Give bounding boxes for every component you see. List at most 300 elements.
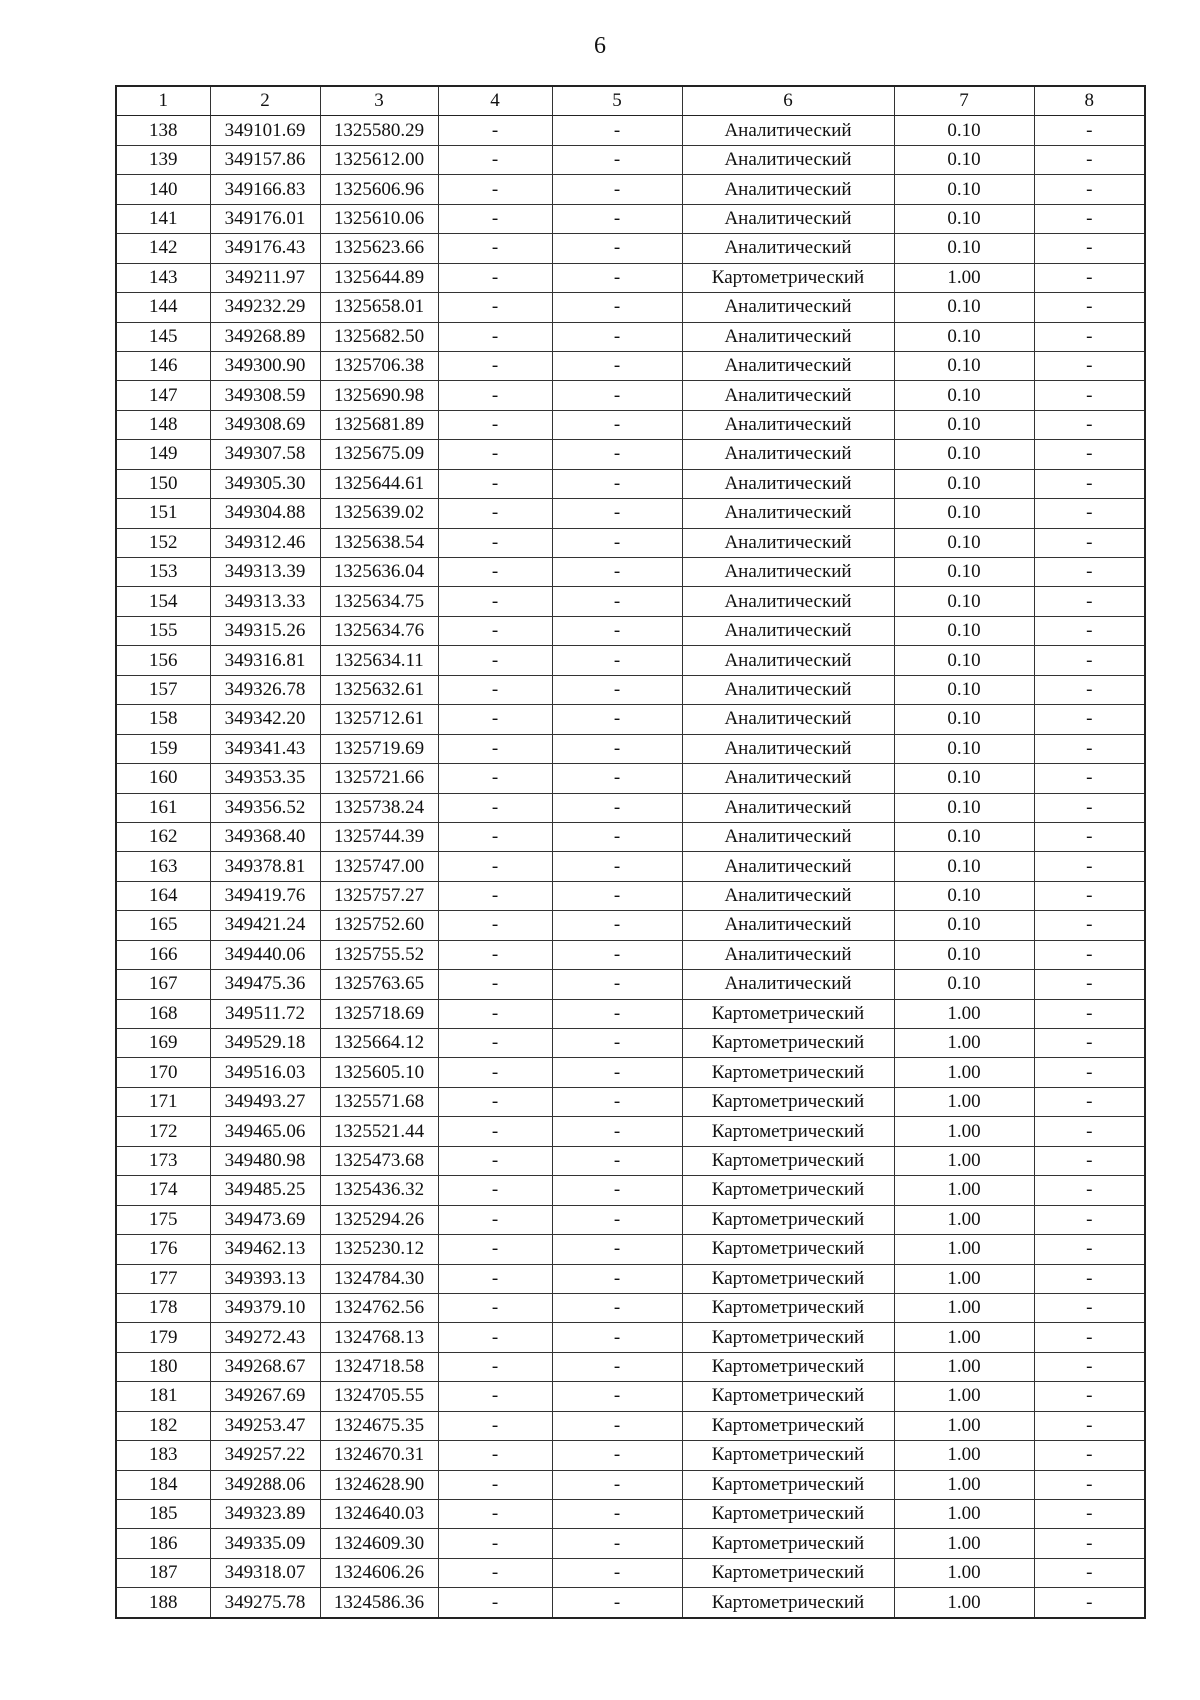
point-number-cell: 174 [116, 1176, 210, 1205]
x-coordinate-cell: 349304.88 [210, 499, 320, 528]
x-coordinate-cell: 349342.20 [210, 705, 320, 734]
table-row [116, 1293, 1145, 1322]
table-row [116, 1411, 1145, 1440]
y-coordinate-cell: 1324586.36 [320, 1588, 438, 1618]
y-coordinate-cell: 1325606.96 [320, 175, 438, 204]
column-4-cell: - [438, 1264, 552, 1293]
y-coordinate-cell: 1324784.30 [320, 1264, 438, 1293]
column-8-cell: - [1034, 204, 1145, 233]
point-number-cell: 153 [116, 558, 210, 587]
y-coordinate-cell: 1325721.66 [320, 764, 438, 793]
y-coordinate-cell: 1325639.02 [320, 499, 438, 528]
column-5-cell: - [552, 705, 682, 734]
x-coordinate-cell: 349307.58 [210, 440, 320, 469]
column-4-cell: - [438, 440, 552, 469]
point-number-cell: 173 [116, 1146, 210, 1175]
method-cell: Аналитический [682, 911, 894, 940]
point-number-cell: 154 [116, 587, 210, 616]
accuracy-cell: 0.10 [894, 734, 1034, 763]
column-8-cell: - [1034, 1470, 1145, 1499]
column-4-cell: - [438, 1176, 552, 1205]
y-coordinate-cell: 1325605.10 [320, 1058, 438, 1087]
column-5-cell: - [552, 1264, 682, 1293]
x-coordinate-cell: 349300.90 [210, 351, 320, 380]
table-row [116, 999, 1145, 1028]
y-coordinate-cell: 1324768.13 [320, 1323, 438, 1352]
column-4-cell: - [438, 911, 552, 940]
point-number-cell: 175 [116, 1205, 210, 1234]
accuracy-cell: 0.10 [894, 705, 1034, 734]
point-number-cell: 140 [116, 175, 210, 204]
column-4-cell: - [438, 528, 552, 557]
column-4-cell: - [438, 1146, 552, 1175]
column-5-cell: - [552, 1529, 682, 1558]
point-number-cell: 183 [116, 1441, 210, 1470]
column-header: 8 [1034, 86, 1145, 116]
column-8-cell: - [1034, 675, 1145, 704]
table-row [116, 234, 1145, 263]
column-5-cell: - [552, 440, 682, 469]
y-coordinate-cell: 1324675.35 [320, 1411, 438, 1440]
column-5-cell: - [552, 1058, 682, 1087]
point-number-cell: 167 [116, 970, 210, 999]
table-row [116, 469, 1145, 498]
point-number-cell: 177 [116, 1264, 210, 1293]
column-5-cell: - [552, 528, 682, 557]
point-number-cell: 180 [116, 1352, 210, 1381]
method-cell: Аналитический [682, 204, 894, 233]
point-number-cell: 161 [116, 793, 210, 822]
point-number-cell: 179 [116, 1323, 210, 1352]
accuracy-cell: 1.00 [894, 1588, 1034, 1618]
table-row [116, 1382, 1145, 1411]
method-cell: Аналитический [682, 410, 894, 439]
x-coordinate-cell: 349421.24 [210, 911, 320, 940]
method-cell: Картометрический [682, 1529, 894, 1558]
column-4-cell: - [438, 263, 552, 292]
point-number-cell: 148 [116, 410, 210, 439]
column-8-cell: - [1034, 528, 1145, 557]
y-coordinate-cell: 1324606.26 [320, 1558, 438, 1587]
table-row [116, 675, 1145, 704]
point-number-cell: 169 [116, 1029, 210, 1058]
column-4-cell: - [438, 1205, 552, 1234]
column-5-cell: - [552, 587, 682, 616]
x-coordinate-cell: 349257.22 [210, 1441, 320, 1470]
point-number-cell: 181 [116, 1382, 210, 1411]
column-5-cell: - [552, 175, 682, 204]
accuracy-cell: 1.00 [894, 1500, 1034, 1529]
column-8-cell: - [1034, 793, 1145, 822]
column-8-cell: - [1034, 999, 1145, 1028]
column-5-cell: - [552, 1205, 682, 1234]
table-row [116, 616, 1145, 645]
method-cell: Аналитический [682, 616, 894, 645]
point-number-cell: 168 [116, 999, 210, 1028]
accuracy-cell: 1.00 [894, 1087, 1034, 1116]
table-row [116, 734, 1145, 763]
method-cell: Аналитический [682, 234, 894, 263]
x-coordinate-cell: 349267.69 [210, 1382, 320, 1411]
x-coordinate-cell: 349308.59 [210, 381, 320, 410]
method-cell: Картометрический [682, 1029, 894, 1058]
y-coordinate-cell: 1324762.56 [320, 1293, 438, 1322]
column-4-cell: - [438, 822, 552, 851]
column-8-cell: - [1034, 1558, 1145, 1587]
method-cell: Картометрический [682, 1588, 894, 1618]
column-8-cell: - [1034, 1529, 1145, 1558]
accuracy-cell: 0.10 [894, 116, 1034, 145]
y-coordinate-cell: 1325610.06 [320, 204, 438, 233]
column-5-cell: - [552, 1117, 682, 1146]
column-5-cell: - [552, 1352, 682, 1381]
column-8-cell: - [1034, 322, 1145, 351]
method-cell: Аналитический [682, 381, 894, 410]
y-coordinate-cell: 1325706.38 [320, 351, 438, 380]
accuracy-cell: 0.10 [894, 175, 1034, 204]
method-cell: Аналитический [682, 175, 894, 204]
y-coordinate-cell: 1324705.55 [320, 1382, 438, 1411]
x-coordinate-cell: 349316.81 [210, 646, 320, 675]
column-8-cell: - [1034, 970, 1145, 999]
column-header: 1 [116, 86, 210, 116]
accuracy-cell: 1.00 [894, 1205, 1034, 1234]
column-8-cell: - [1034, 1382, 1145, 1411]
accuracy-cell: 0.10 [894, 410, 1034, 439]
method-cell: Картометрический [682, 1235, 894, 1264]
y-coordinate-cell: 1325623.66 [320, 234, 438, 263]
y-coordinate-cell: 1325636.04 [320, 558, 438, 587]
table-row [116, 351, 1145, 380]
x-coordinate-cell: 349529.18 [210, 1029, 320, 1058]
table-row [116, 381, 1145, 410]
table-row [116, 204, 1145, 233]
column-4-cell: - [438, 469, 552, 498]
accuracy-cell: 1.00 [894, 1146, 1034, 1175]
table-row [116, 646, 1145, 675]
x-coordinate-cell: 349288.06 [210, 1470, 320, 1499]
y-coordinate-cell: 1325644.61 [320, 469, 438, 498]
column-5-cell: - [552, 1323, 682, 1352]
y-coordinate-cell: 1325738.24 [320, 793, 438, 822]
accuracy-cell: 0.10 [894, 204, 1034, 233]
table-row [116, 1264, 1145, 1293]
x-coordinate-cell: 349480.98 [210, 1146, 320, 1175]
method-cell: Аналитический [682, 587, 894, 616]
point-number-cell: 155 [116, 616, 210, 645]
column-8-cell: - [1034, 1205, 1145, 1234]
column-5-cell: - [552, 1146, 682, 1175]
table-row [116, 1058, 1145, 1087]
table-row [116, 940, 1145, 969]
accuracy-cell: 0.10 [894, 822, 1034, 851]
column-4-cell: - [438, 204, 552, 233]
table-row [116, 1529, 1145, 1558]
table-row [116, 1146, 1145, 1175]
accuracy-cell: 0.10 [894, 440, 1034, 469]
x-coordinate-cell: 349393.13 [210, 1264, 320, 1293]
accuracy-cell: 0.10 [894, 940, 1034, 969]
x-coordinate-cell: 349253.47 [210, 1411, 320, 1440]
column-5-cell: - [552, 322, 682, 351]
y-coordinate-cell: 1325644.89 [320, 263, 438, 292]
x-coordinate-cell: 349493.27 [210, 1087, 320, 1116]
point-number-cell: 139 [116, 145, 210, 174]
y-coordinate-cell: 1325664.12 [320, 1029, 438, 1058]
y-coordinate-cell: 1325681.89 [320, 410, 438, 439]
table-body [116, 116, 1145, 1618]
x-coordinate-cell: 349268.89 [210, 322, 320, 351]
x-coordinate-cell: 349335.09 [210, 1529, 320, 1558]
point-number-cell: 166 [116, 940, 210, 969]
x-coordinate-cell: 349368.40 [210, 822, 320, 851]
method-cell: Картометрический [682, 1352, 894, 1381]
column-8-cell: - [1034, 440, 1145, 469]
x-coordinate-cell: 349440.06 [210, 940, 320, 969]
method-cell: Картометрический [682, 1264, 894, 1293]
column-5-cell: - [552, 1029, 682, 1058]
table-row [116, 175, 1145, 204]
column-header: 4 [438, 86, 552, 116]
point-number-cell: 178 [116, 1293, 210, 1322]
method-cell: Аналитический [682, 646, 894, 675]
column-5-cell: - [552, 469, 682, 498]
column-4-cell: - [438, 1500, 552, 1529]
column-8-cell: - [1034, 1087, 1145, 1116]
column-4-cell: - [438, 1588, 552, 1618]
column-4-cell: - [438, 1529, 552, 1558]
column-5-cell: - [552, 1176, 682, 1205]
column-8-cell: - [1034, 558, 1145, 587]
column-4-cell: - [438, 1352, 552, 1381]
table-row [116, 1352, 1145, 1381]
column-4-cell: - [438, 940, 552, 969]
column-header: 3 [320, 86, 438, 116]
accuracy-cell: 1.00 [894, 1058, 1034, 1087]
accuracy-cell: 1.00 [894, 1382, 1034, 1411]
column-8-cell: - [1034, 293, 1145, 322]
column-4-cell: - [438, 381, 552, 410]
column-5-cell: - [552, 646, 682, 675]
method-cell: Аналитический [682, 116, 894, 145]
y-coordinate-cell: 1324609.30 [320, 1529, 438, 1558]
column-4-cell: - [438, 116, 552, 145]
point-number-cell: 141 [116, 204, 210, 233]
x-coordinate-cell: 349176.43 [210, 234, 320, 263]
column-8-cell: - [1034, 116, 1145, 145]
coordinates-table [115, 85, 1146, 1619]
method-cell: Аналитический [682, 764, 894, 793]
table-row [116, 1588, 1145, 1618]
table-row [116, 263, 1145, 292]
column-4-cell: - [438, 1411, 552, 1440]
y-coordinate-cell: 1325612.00 [320, 145, 438, 174]
column-4-cell: - [438, 970, 552, 999]
x-coordinate-cell: 349272.43 [210, 1323, 320, 1352]
column-5-cell: - [552, 234, 682, 263]
column-5-cell: - [552, 1235, 682, 1264]
column-5-cell: - [552, 145, 682, 174]
column-8-cell: - [1034, 1235, 1145, 1264]
table-row [116, 558, 1145, 587]
x-coordinate-cell: 349465.06 [210, 1117, 320, 1146]
column-4-cell: - [438, 1323, 552, 1352]
accuracy-cell: 0.10 [894, 528, 1034, 557]
accuracy-cell: 0.10 [894, 793, 1034, 822]
accuracy-cell: 1.00 [894, 1529, 1034, 1558]
point-number-cell: 145 [116, 322, 210, 351]
y-coordinate-cell: 1325752.60 [320, 911, 438, 940]
column-4-cell: - [438, 1441, 552, 1470]
table-row [116, 1117, 1145, 1146]
table-row [116, 322, 1145, 351]
accuracy-cell: 0.10 [894, 322, 1034, 351]
y-coordinate-cell: 1325690.98 [320, 381, 438, 410]
column-header: 7 [894, 86, 1034, 116]
y-coordinate-cell: 1325718.69 [320, 999, 438, 1028]
point-number-cell: 146 [116, 351, 210, 380]
x-coordinate-cell: 349318.07 [210, 1558, 320, 1587]
method-cell: Аналитический [682, 675, 894, 704]
accuracy-cell: 0.10 [894, 911, 1034, 940]
accuracy-cell: 0.10 [894, 587, 1034, 616]
method-cell: Аналитический [682, 558, 894, 587]
method-cell: Аналитический [682, 528, 894, 557]
point-number-cell: 152 [116, 528, 210, 557]
point-number-cell: 188 [116, 1588, 210, 1618]
accuracy-cell: 0.10 [894, 469, 1034, 498]
method-cell: Аналитический [682, 852, 894, 881]
accuracy-cell: 0.10 [894, 852, 1034, 881]
accuracy-cell: 0.10 [894, 616, 1034, 645]
y-coordinate-cell: 1325757.27 [320, 881, 438, 910]
point-number-cell: 142 [116, 234, 210, 263]
x-coordinate-cell: 349473.69 [210, 1205, 320, 1234]
y-coordinate-cell: 1325658.01 [320, 293, 438, 322]
column-5-cell: - [552, 558, 682, 587]
method-cell: Картометрический [682, 1087, 894, 1116]
table-row [116, 587, 1145, 616]
column-8-cell: - [1034, 381, 1145, 410]
column-5-cell: - [552, 616, 682, 645]
column-4-cell: - [438, 616, 552, 645]
column-5-cell: - [552, 764, 682, 793]
accuracy-cell: 0.10 [894, 351, 1034, 380]
y-coordinate-cell: 1325712.61 [320, 705, 438, 734]
method-cell: Аналитический [682, 970, 894, 999]
accuracy-cell: 0.10 [894, 764, 1034, 793]
column-5-cell: - [552, 410, 682, 439]
column-5-cell: - [552, 116, 682, 145]
x-coordinate-cell: 349326.78 [210, 675, 320, 704]
y-coordinate-cell: 1324628.90 [320, 1470, 438, 1499]
method-cell: Аналитический [682, 322, 894, 351]
x-coordinate-cell: 349211.97 [210, 263, 320, 292]
column-5-cell: - [552, 881, 682, 910]
column-4-cell: - [438, 705, 552, 734]
table-row [116, 499, 1145, 528]
x-coordinate-cell: 349305.30 [210, 469, 320, 498]
table-header-row [116, 86, 1145, 116]
column-4-cell: - [438, 1235, 552, 1264]
column-5-cell: - [552, 852, 682, 881]
column-5-cell: - [552, 675, 682, 704]
accuracy-cell: 1.00 [894, 1176, 1034, 1205]
point-number-cell: 184 [116, 1470, 210, 1499]
x-coordinate-cell: 349353.35 [210, 764, 320, 793]
x-coordinate-cell: 349157.86 [210, 145, 320, 174]
x-coordinate-cell: 349462.13 [210, 1235, 320, 1264]
column-8-cell: - [1034, 1058, 1145, 1087]
accuracy-cell: 1.00 [894, 1029, 1034, 1058]
table-row [116, 1087, 1145, 1116]
accuracy-cell: 0.10 [894, 970, 1034, 999]
method-cell: Аналитический [682, 351, 894, 380]
x-coordinate-cell: 349378.81 [210, 852, 320, 881]
x-coordinate-cell: 349485.25 [210, 1176, 320, 1205]
column-8-cell: - [1034, 587, 1145, 616]
table-row [116, 1558, 1145, 1587]
method-cell: Аналитический [682, 440, 894, 469]
x-coordinate-cell: 349475.36 [210, 970, 320, 999]
method-cell: Картометрический [682, 1470, 894, 1499]
y-coordinate-cell: 1325634.76 [320, 616, 438, 645]
point-number-cell: 176 [116, 1235, 210, 1264]
x-coordinate-cell: 349511.72 [210, 999, 320, 1028]
point-number-cell: 138 [116, 116, 210, 145]
table-row [116, 1205, 1145, 1234]
x-coordinate-cell: 349176.01 [210, 204, 320, 233]
column-8-cell: - [1034, 145, 1145, 174]
y-coordinate-cell: 1325473.68 [320, 1146, 438, 1175]
column-5-cell: - [552, 1293, 682, 1322]
y-coordinate-cell: 1325230.12 [320, 1235, 438, 1264]
column-5-cell: - [552, 970, 682, 999]
column-8-cell: - [1034, 1441, 1145, 1470]
point-number-cell: 151 [116, 499, 210, 528]
column-4-cell: - [438, 145, 552, 174]
column-5-cell: - [552, 1411, 682, 1440]
point-number-cell: 171 [116, 1087, 210, 1116]
table-row [116, 881, 1145, 910]
column-4-cell: - [438, 1087, 552, 1116]
point-number-cell: 147 [116, 381, 210, 410]
column-5-cell: - [552, 999, 682, 1028]
point-number-cell: 158 [116, 705, 210, 734]
method-cell: Аналитический [682, 499, 894, 528]
accuracy-cell: 0.10 [894, 381, 1034, 410]
method-cell: Аналитический [682, 293, 894, 322]
x-coordinate-cell: 349313.39 [210, 558, 320, 587]
accuracy-cell: 1.00 [894, 1235, 1034, 1264]
column-4-cell: - [438, 1117, 552, 1146]
column-5-cell: - [552, 1470, 682, 1499]
x-coordinate-cell: 349341.43 [210, 734, 320, 763]
column-5-cell: - [552, 351, 682, 380]
y-coordinate-cell: 1325747.00 [320, 852, 438, 881]
column-8-cell: - [1034, 1146, 1145, 1175]
method-cell: Картометрический [682, 999, 894, 1028]
table-row [116, 1323, 1145, 1352]
table-row [116, 793, 1145, 822]
table-row [116, 911, 1145, 940]
point-number-cell: 163 [116, 852, 210, 881]
column-8-cell: - [1034, 1264, 1145, 1293]
point-number-cell: 170 [116, 1058, 210, 1087]
column-5-cell: - [552, 1382, 682, 1411]
x-coordinate-cell: 349516.03 [210, 1058, 320, 1087]
accuracy-cell: 0.10 [894, 293, 1034, 322]
